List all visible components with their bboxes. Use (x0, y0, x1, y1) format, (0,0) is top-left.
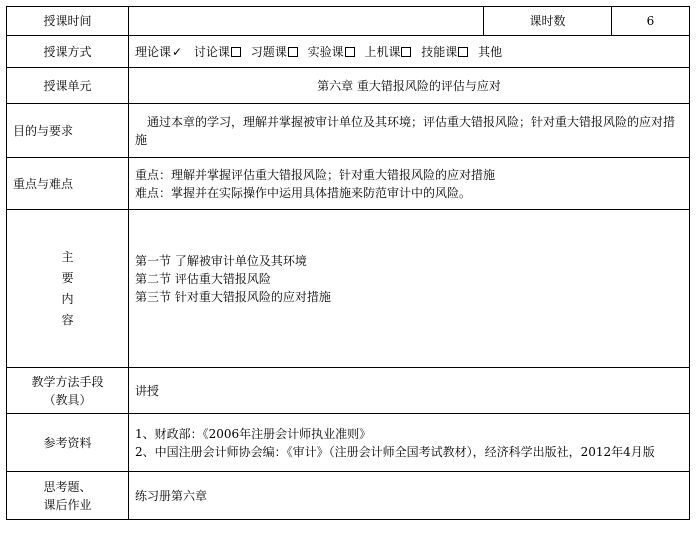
method-option-lecture (135, 45, 188, 59)
row-homework (7, 472, 690, 520)
method-option-exercise-label: 习题课 (250, 44, 287, 59)
method-option-other-label: 其他 (478, 44, 503, 59)
content-label (7, 210, 129, 368)
method-option-lab (308, 45, 359, 59)
lesson-plan (6, 6, 690, 520)
row-teaching (7, 368, 690, 414)
method-option-lecture-label: 理论课 (135, 44, 172, 59)
homework-label-line: 课后作业 (43, 497, 92, 512)
reference-item: 2、中国注册会计师协会编：《审计》（注册会计师全国考试教材），经济科学出版社，2012年4月版 (135, 444, 655, 459)
method-option-computer (364, 45, 415, 59)
content-label-char: 要 (61, 270, 74, 285)
lesson-plan-table (6, 6, 690, 520)
unit-label: 授课单元 (7, 68, 129, 104)
method-option-exercise (251, 45, 302, 59)
key-points-label: 重点与难点 (7, 158, 129, 210)
check-icon: ✓ (172, 44, 183, 59)
row-unit (7, 68, 690, 104)
hours-value: 6 (612, 7, 690, 36)
content-label-char: 内 (61, 291, 74, 306)
time-label: 授课时间 (7, 7, 129, 36)
references-label: 参考资料 (7, 414, 129, 472)
row-objectives (7, 104, 690, 158)
checkbox-icon (458, 47, 468, 57)
content-item: 第一节 了解被审计单位及其环境 (135, 253, 307, 268)
homework-label (7, 472, 129, 520)
content-cell (129, 210, 690, 368)
method-option-lab-label: 实验课 (307, 44, 344, 59)
checkbox-icon (345, 47, 355, 57)
method-option-computer-label: 上机课 (364, 44, 401, 59)
row-key-points (7, 158, 690, 210)
homework-label-line: 思考题、 (43, 479, 92, 494)
homework-value: 练习册第六章 (129, 472, 690, 520)
objectives-label: 目的与要求 (7, 104, 129, 158)
content-label-char: 主 (61, 249, 74, 264)
content-item: 第三节 针对重大错报风险的应对措施 (135, 289, 331, 304)
checkbox-icon (401, 47, 411, 57)
teaching-label-line: （教具） (43, 392, 92, 407)
hours-label: 课时数 (484, 7, 612, 36)
checkbox-icon (288, 47, 298, 57)
row-method (7, 36, 690, 68)
key-point-text: 重点：理解并掌握评估重大错报风险；针对重大错报风险的应对措施 (135, 167, 496, 182)
content-item: 第二节 评估重大错报风险 (135, 271, 271, 286)
time-value (129, 7, 484, 36)
row-time (7, 7, 690, 36)
method-option-other (478, 45, 502, 59)
row-references (7, 414, 690, 472)
teaching-label (7, 368, 129, 414)
method-option-skill (421, 45, 472, 59)
method-label: 授课方式 (7, 36, 129, 68)
teaching-label-line: 教学方法手段 (31, 374, 104, 389)
unit-value: 第六章 重大错报风险的评估与应对 (129, 68, 690, 104)
objectives-text: 通过本章的学习，理解并掌握被审计单位及其环境；评估重大错报风险；针对重大错报风险的应对措施 (129, 104, 690, 158)
method-option-discussion (194, 45, 245, 59)
method-option-discussion-label: 讨论课 (193, 44, 230, 59)
reference-item: 1、财政部：《2006年注册会计师执业准则》 (135, 426, 372, 441)
method-option-skill-label: 技能课 (421, 44, 458, 59)
content-label-char: 容 (61, 312, 74, 327)
difficult-point-text: 难点：掌握并在实际操作中运用具体措施来防范审计中的风险。 (135, 185, 472, 200)
checkbox-icon (231, 47, 241, 57)
teaching-value: 讲授 (129, 368, 690, 414)
row-content (7, 210, 690, 368)
references-cell (129, 414, 690, 472)
method-options (129, 36, 690, 68)
key-points-cell (129, 158, 690, 210)
